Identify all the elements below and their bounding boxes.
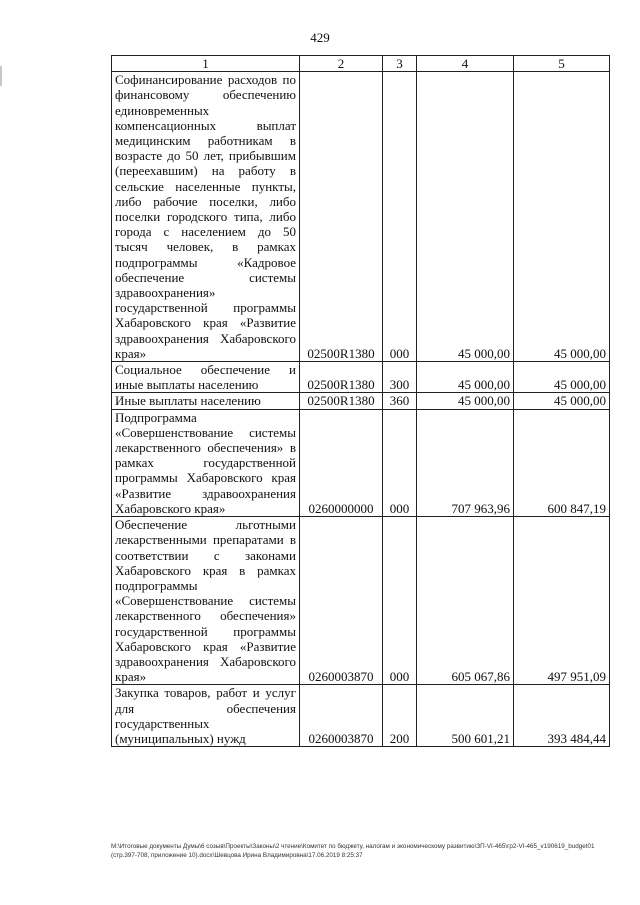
document-path-footer: М:\Итоговые документы Думы\6 созыв\Проекты\Законы\2 чтение\Комитет по бюджету, налогам и экономическому развитию\ЗП-VI-465\гр2-VI-465_v190619_budget01 (стр.397-708, приложение 10).docx\Шевцова Ирина Владимировна\17.06.2019 8:25:37 [111, 843, 595, 859]
row-code: 0260000000 [300, 409, 383, 516]
row-sum-1: 605 067,86 [417, 517, 514, 685]
row-sum-2: 393 484,44 [514, 685, 610, 747]
row-sum-1: 500 601,21 [417, 685, 514, 747]
budget-table [111, 55, 610, 747]
row-code: 02500R1380 [300, 72, 383, 362]
row-sum-1: 45 000,00 [417, 393, 514, 409]
header-cell-3: 3 [383, 56, 417, 72]
row-name: Обеспечение льготными лекарственными препаратами в соответствии с законами Хабаровского края в рамках подпрограммы «Совершенствование системы лекарственного обеспечения» государственной программы Хабаровского края «Развитие здравоохранения Хабаровского края» [112, 517, 300, 685]
header-cell-1: 1 [112, 56, 300, 72]
row-name: Софинансирование расходов по финансовому обеспечению единовременных компенсационных выплат медицинским работникам в возрасте до 50 лет, прибывшим (переехавшим) на работу в сельские населенные пункты, либо рабочие поселки, либо поселки городского типа, либо города с населением до 50 тысяч человек, в рамках подпрограммы «Кадровое обеспечение системы здравоохранения» государственной программы Хабаровского края «Развитие здравоохранения Хабаровского края» [112, 72, 300, 362]
header-row [112, 56, 610, 72]
row-expense-type: 000 [383, 517, 417, 685]
header-cell-5: 5 [514, 56, 610, 72]
header-cell-2: 2 [300, 56, 383, 72]
row-sum-2: 497 951,09 [514, 517, 610, 685]
row-expense-type: 000 [383, 72, 417, 362]
row-name: Закупка товаров, работ и услуг для обеспечения государственных (муниципальных) нужд [112, 685, 300, 747]
row-name: Подпрограмма «Совершенствование системы лекарственного обеспечения» в рамках государственной программы Хабаровского края «Развитие здравоохранения Хабаровского края» [112, 409, 300, 516]
row-code: 0260003870 [300, 517, 383, 685]
row-expense-type: 200 [383, 685, 417, 747]
row-sum-2: 45 000,00 [514, 393, 610, 409]
table-row [112, 517, 610, 685]
row-sum-2: 45 000,00 [514, 362, 610, 393]
table-row [112, 362, 610, 393]
row-name: Иные выплаты населению [112, 393, 300, 409]
table-row [112, 72, 610, 362]
row-expense-type: 000 [383, 409, 417, 516]
row-sum-1: 707 963,96 [417, 409, 514, 516]
page-number: 429 [310, 30, 330, 45]
row-sum-1: 45 000,00 [417, 72, 514, 362]
header-cell-4: 4 [417, 56, 514, 72]
scan-edge-mark [0, 66, 2, 86]
row-expense-type: 360 [383, 393, 417, 409]
row-sum-2: 45 000,00 [514, 72, 610, 362]
row-expense-type: 300 [383, 362, 417, 393]
row-code: 0260003870 [300, 685, 383, 747]
row-code: 02500R1380 [300, 393, 383, 409]
row-sum-2: 600 847,19 [514, 409, 610, 516]
table-row [112, 393, 610, 409]
row-code: 02500R1380 [300, 362, 383, 393]
row-name: Социальное обеспечение и иные выплаты населению [112, 362, 300, 393]
row-sum-1: 45 000,00 [417, 362, 514, 393]
table-row [112, 409, 610, 516]
table-row [112, 685, 610, 747]
